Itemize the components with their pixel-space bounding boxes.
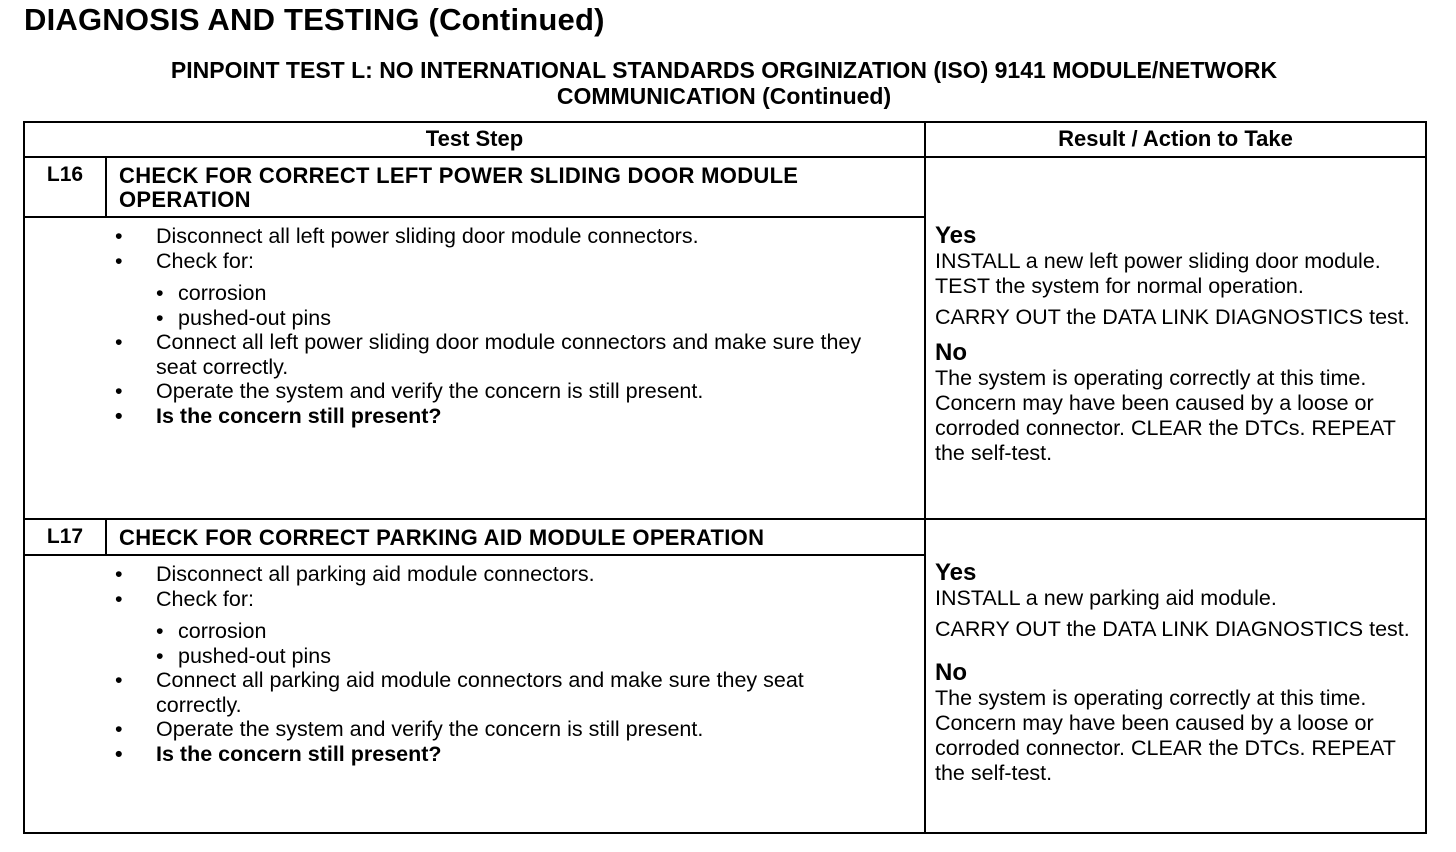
bullet-icon: • — [115, 330, 123, 354]
bullet-icon: • — [115, 379, 123, 403]
bullet-icon: • — [115, 224, 123, 248]
no-action: The system is operating correctly at this time. Concern may have been caused by a loose or corroded connector. CLEAR the DTCs. REPEAT the self-test. — [935, 686, 1396, 785]
bullet-icon: • — [115, 668, 123, 692]
list-item: • Is the concern still present? — [115, 741, 442, 766]
step-l17-result — [935, 560, 1425, 786]
step-title-l16-line-2: OPERATION — [119, 187, 251, 212]
bullet-icon: • — [156, 281, 164, 305]
step-l16-result — [935, 223, 1425, 466]
step-title-l17-line-1: CHECK FOR CORRECT PARKING AID MODULE OPERATION — [119, 525, 765, 550]
pinpoint-test-title — [24, 57, 1424, 109]
bullet-icon: • — [115, 248, 123, 273]
list-item: • Connect all parking aid module connectors and make sure they seat correctly. — [115, 668, 804, 717]
test-title-line-1: PINPOINT TEST L: NO INTERNATIONAL STANDARDS ORGINIZATION (ISO) 9141 MODULE/NETWORK — [170, 57, 1278, 83]
list-item: • pushed-out pins — [156, 305, 331, 330]
list-item: • Check for: • corrosion • pushed-out pins — [115, 249, 905, 331]
list-item: • Operate the system and verify the concern is still present. — [115, 379, 704, 403]
yes-action: INSTALL a new parking aid module. — [935, 586, 1277, 610]
step-divider — [23, 518, 1427, 520]
step-id-l17: L17 — [46, 525, 84, 548]
list-item: • Check for: • corrosion • pushed-out pins — [115, 587, 895, 669]
list-item: • corrosion — [156, 281, 267, 305]
table-border-left — [23, 121, 25, 834]
list-item: • Is the concern still present? — [115, 403, 442, 428]
pinpoint-test-table — [23, 121, 1427, 834]
no-label: No — [935, 339, 967, 366]
test-title-line-2: COMMUNICATION (Continued) — [556, 83, 892, 109]
step-title-l16-line-1: CHECK FOR CORRECT LEFT POWER SLIDING DOOR MODULE — [119, 163, 799, 188]
table-border-right — [1425, 121, 1427, 834]
bullet-icon: • — [115, 403, 123, 428]
step-l17-id-divider — [105, 518, 107, 555]
no-action: The system is operating correctly at this time. Concern may have been caused by a loose or corroded connector. CLEAR the DTCs. REPEAT the self-test. — [935, 366, 1396, 465]
list-item: • corrosion — [156, 619, 267, 643]
list-item: • Operate the system and verify the concern is still present. — [115, 717, 704, 741]
step-id-l16: L16 — [46, 163, 84, 186]
yes-label: Yes — [935, 559, 977, 586]
bullet-icon: • — [156, 305, 164, 330]
yes-label: Yes — [935, 222, 977, 249]
list-item: • Connect all left power sliding door module connectors and make sure they seat correctly. — [115, 330, 862, 379]
step-title-l16 — [119, 164, 798, 212]
column-header-test-step: Test Step — [425, 126, 524, 151]
table-border-bottom — [23, 832, 1427, 834]
step-l17-title-divider — [23, 554, 926, 556]
header-divider — [23, 156, 1427, 158]
step-l17-instructions — [115, 562, 895, 766]
list-item: • pushed-out pins — [156, 643, 331, 668]
yes-action-followup: CARRY OUT the DATA LINK DIAGNOSTICS test. — [935, 617, 1410, 641]
check-list — [156, 281, 905, 330]
list-item: • Disconnect all left power sliding door module connectors. — [115, 224, 699, 248]
list-item: • Disconnect all parking aid module connectors. — [115, 562, 595, 586]
bullet-icon: • — [156, 643, 164, 668]
step-l16-title-divider — [23, 216, 926, 218]
column-divider — [924, 121, 926, 834]
column-header-result: Result / Action to Take — [1058, 126, 1293, 151]
no-label: No — [935, 659, 967, 686]
bullet-icon: • — [115, 562, 123, 586]
yes-action-followup: CARRY OUT the DATA LINK DIAGNOSTICS test. — [935, 305, 1410, 329]
bullet-icon: • — [115, 741, 123, 766]
step-l16-id-divider — [105, 156, 107, 217]
yes-action: INSTALL a new left power sliding door module. TEST the system for normal operation. — [935, 249, 1381, 298]
page-heading: DIAGNOSIS AND TESTING (Continued) — [24, 2, 605, 37]
step-l16-instructions — [115, 224, 905, 428]
bullet-icon: • — [156, 619, 164, 643]
bullet-icon: • — [115, 586, 123, 611]
table-border-top — [23, 121, 1427, 123]
check-list — [156, 619, 895, 668]
step-title-l17 — [119, 526, 764, 550]
bullet-icon: • — [115, 717, 123, 741]
